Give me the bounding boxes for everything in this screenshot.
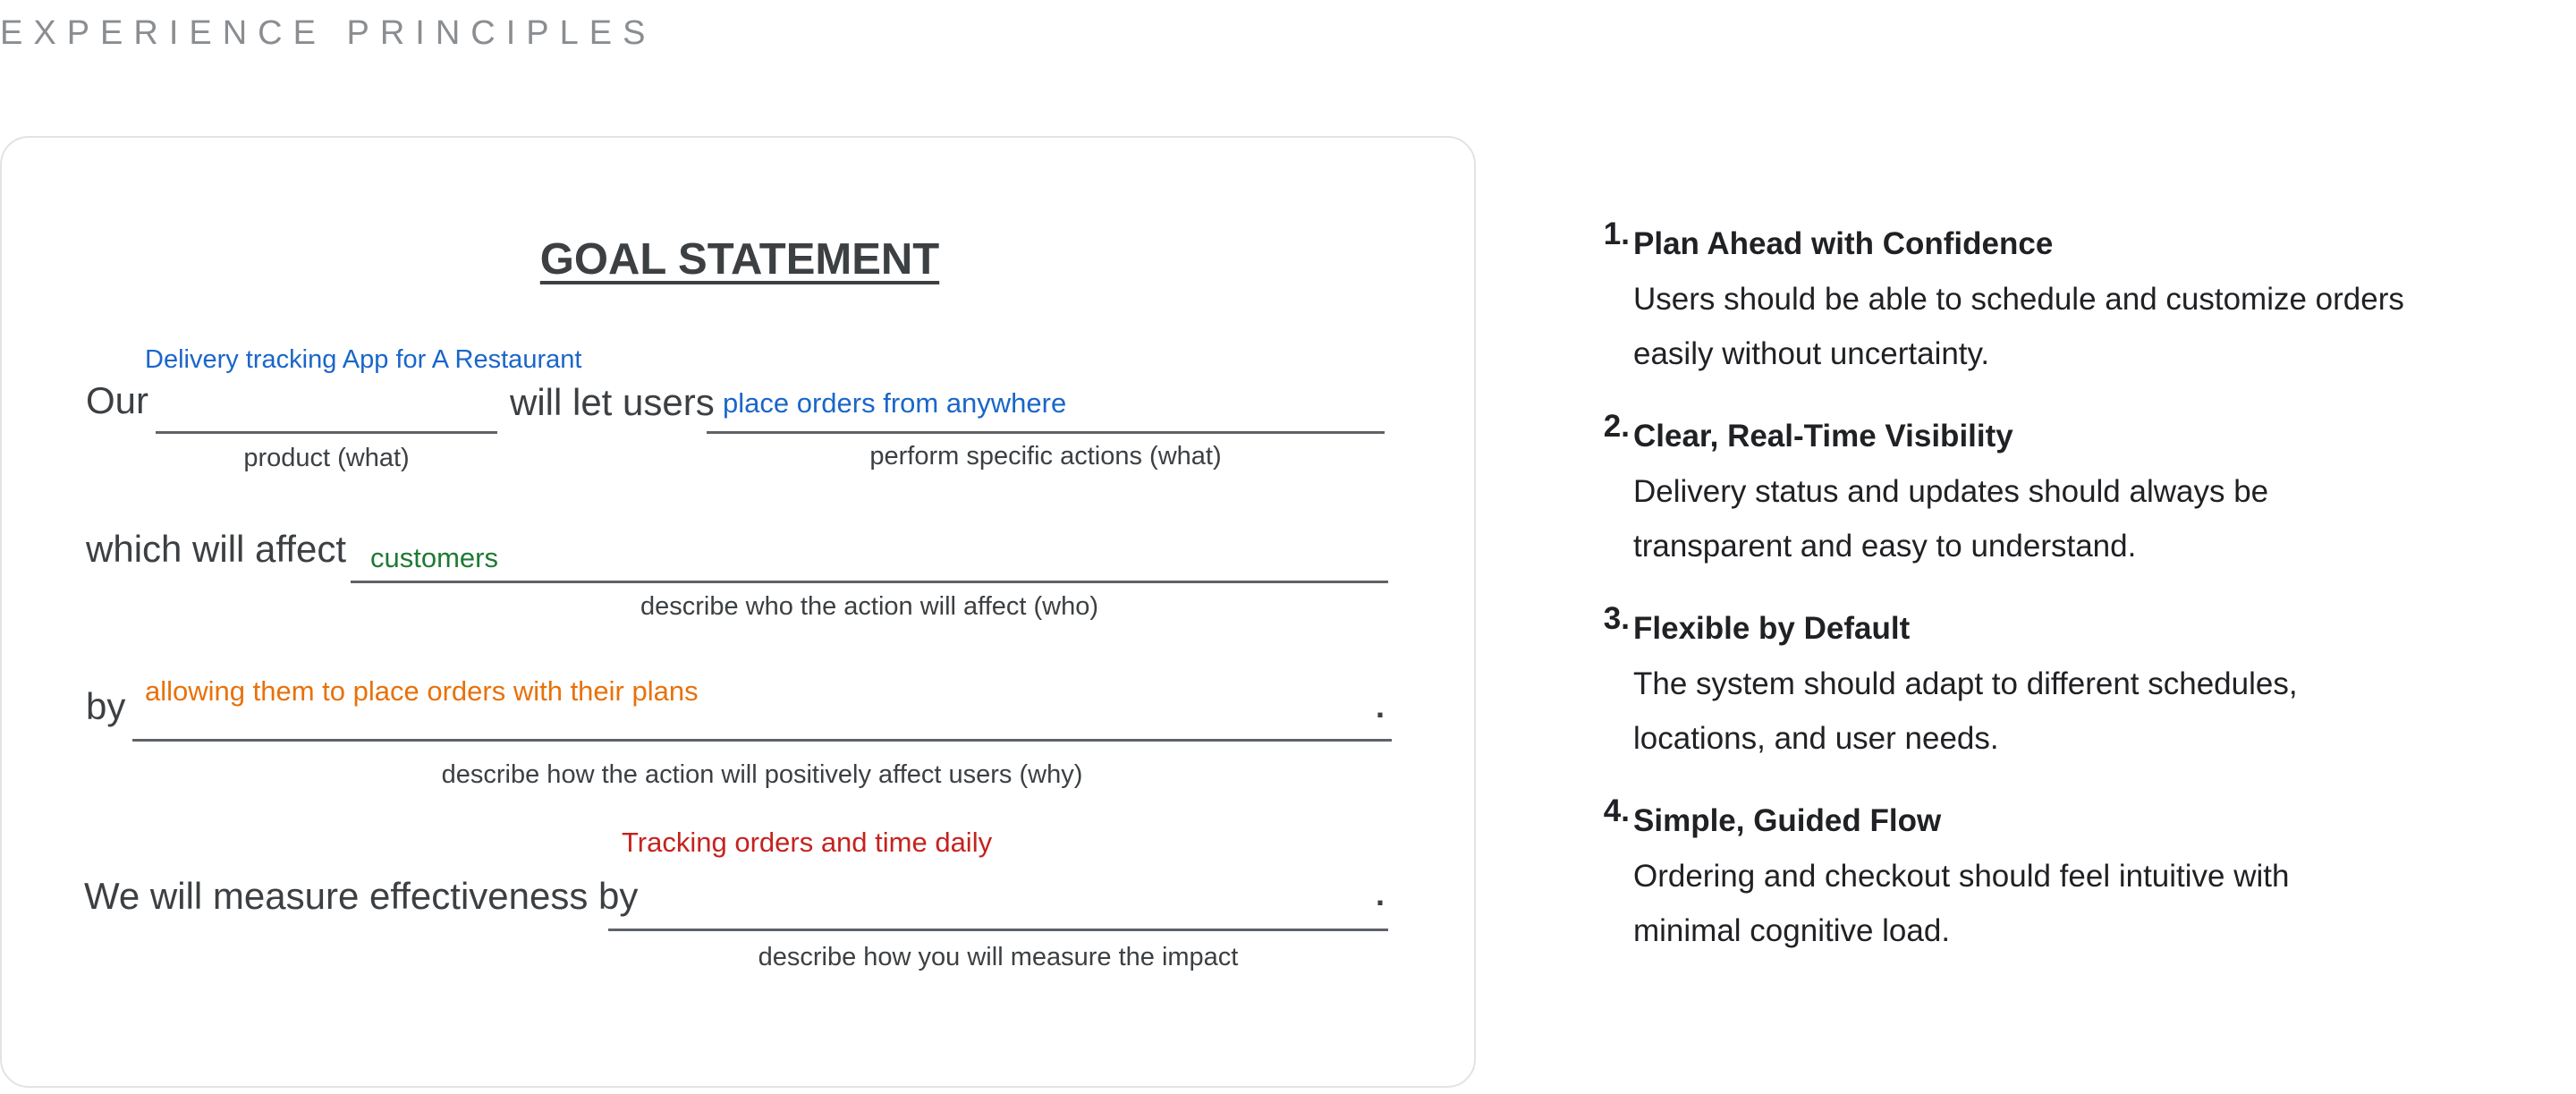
principle-item-3: [1583, 601, 2549, 766]
measure-period: .: [1376, 876, 1385, 912]
row3-prefix: by: [86, 685, 126, 727]
principles-list: [1583, 216, 2549, 997]
why-line: [132, 739, 1392, 742]
principle-number: 1.: [1603, 216, 1630, 251]
principle-description: The system should adapt to different schedules, locations, and user needs.: [1633, 666, 2298, 756]
principle-title: Clear, Real-Time Visibility: [1633, 419, 2013, 454]
principle-description: Users should be able to schedule and customize orders easily without uncertainty.: [1633, 282, 2404, 371]
goal-statement-title: GOAL STATEMENT: [539, 235, 940, 284]
principle-item-2: [1583, 409, 2549, 573]
why-hint: describe how the action will positively affect users (why): [441, 760, 1083, 789]
principle-title: Simple, Guided Flow: [1633, 803, 1942, 838]
measure-answer[interactable]: Tracking orders and time daily: [622, 827, 993, 858]
goal-statement-card: [0, 136, 1476, 1088]
row2-prefix: which will affect: [86, 528, 347, 570]
measure-line: [608, 929, 1388, 931]
principle-number: 2.: [1603, 409, 1630, 444]
principle-item-4: [1583, 793, 2549, 958]
product-answer[interactable]: Delivery tracking App for A Restaurant: [145, 345, 582, 374]
principle-description: Delivery status and updates should always be transparent and easy to understand.: [1633, 474, 2269, 564]
section-title: EXPERIENCE PRINCIPLES: [0, 14, 657, 52]
product-line: [156, 431, 497, 434]
measure-hint: describe how you will measure the impact: [758, 943, 1239, 971]
action-line: [707, 431, 1385, 434]
who-answer[interactable]: customers: [370, 542, 498, 573]
who-line: [351, 581, 1388, 583]
row4-prefix: We will measure effectiveness by: [84, 875, 639, 917]
action-answer[interactable]: place orders from anywhere: [723, 387, 1067, 419]
principle-description: Ordering and checkout should feel intuitive with minimal cognitive load.: [1633, 859, 2290, 948]
principle-item-1: [1583, 216, 2549, 381]
principle-title: Flexible by Default: [1633, 611, 1911, 646]
row1-middle: will let users: [510, 381, 715, 423]
principle-number: 3.: [1603, 601, 1630, 636]
why-answer[interactable]: allowing them to place orders with their plans: [145, 675, 699, 707]
action-hint: perform specific actions (what): [869, 442, 1222, 471]
product-hint: product (what): [243, 444, 410, 472]
why-period: .: [1376, 688, 1385, 725]
row1-prefix: Our: [86, 379, 149, 421]
principle-number: 4.: [1603, 793, 1630, 828]
who-hint: describe who the action will affect (who): [640, 592, 1099, 621]
principle-title: Plan Ahead with Confidence: [1633, 226, 2054, 261]
